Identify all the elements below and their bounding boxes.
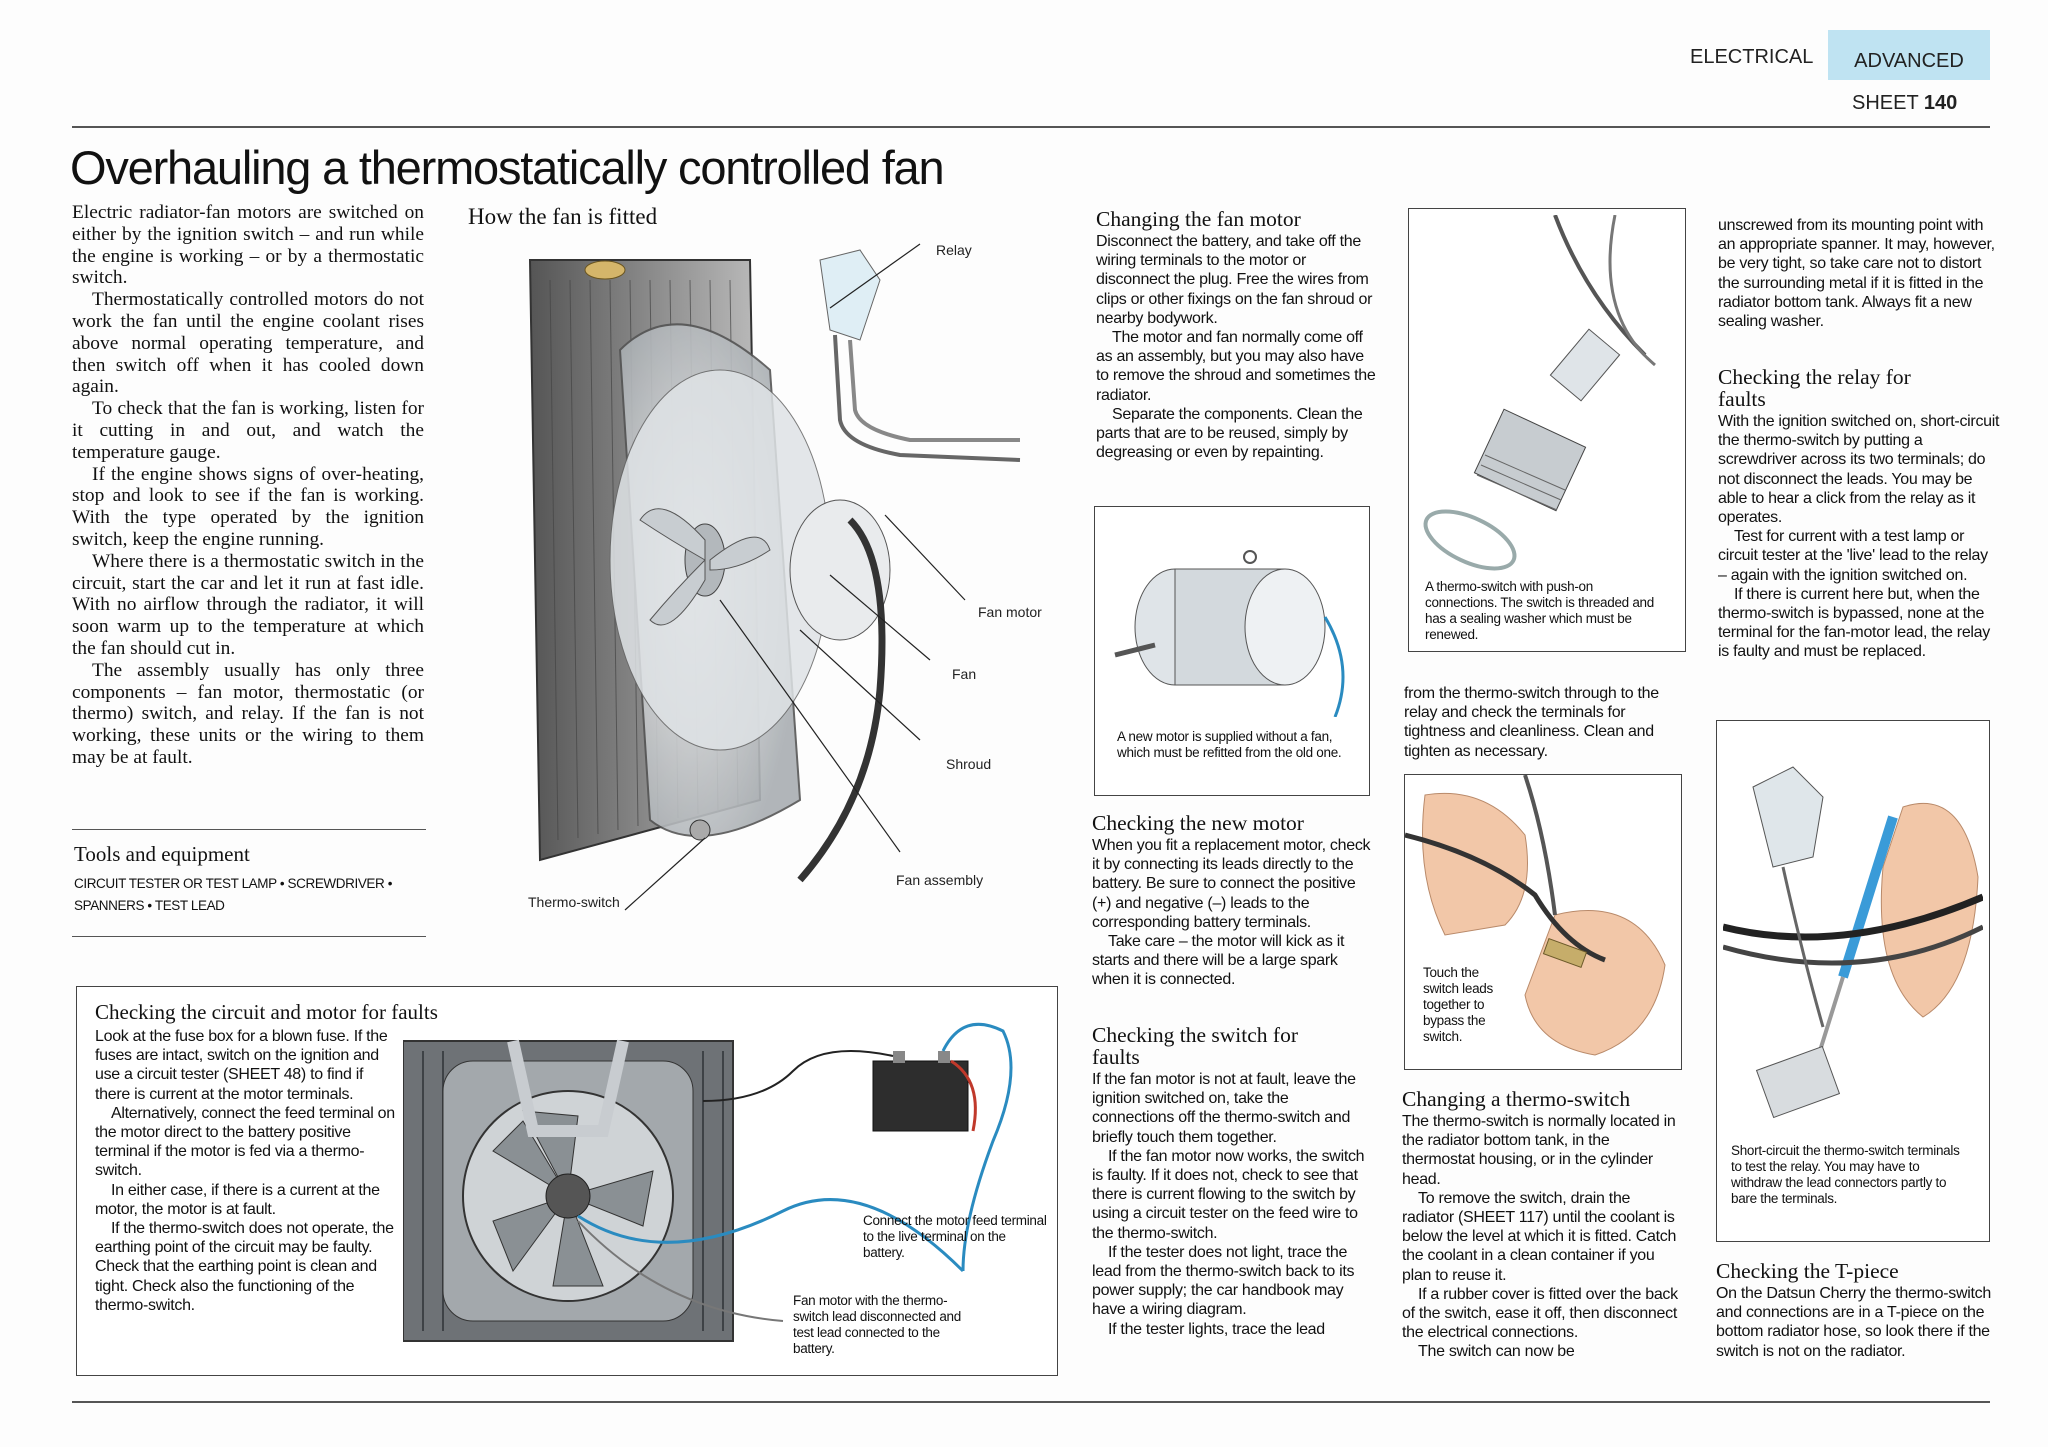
- section-category: ELECTRICAL: [1690, 46, 1814, 68]
- new-motor-figure: [1094, 506, 1370, 796]
- switch-faults-heading: Checking the switch for faults: [1092, 1023, 1298, 1069]
- changing-switch-text: The thermo-switch is normally located in the radiator bottom tank, in the thermostat housing, or in the cylinder head. To remove the switch, drain the radiator (SHEET 117) until the coolant is below the level at which it is fitted. Catch the coolant in a clean container if you plan to reuse it. If a rubber cover is fitted over the back of the switch, ease it off, then disconnect the electrical connections. The switch can now be: [1402, 1113, 1678, 1361]
- changing-motor-heading: Changing the fan motor: [1096, 207, 1301, 231]
- new-motor-text: When you fit a replacement motor, check it by connecting its leads directly to the battery. Be sure to connect the positive (+) and negative (–) leads to the corresponding battery terminals. Take care – the motor will kick as it starts and there will be a large spark when it is connected.: [1092, 837, 1371, 989]
- touch-leads-caption: Touch the switch leads together to bypass the switch.: [1423, 965, 1493, 1044]
- changing-motor-section: [1096, 208, 1376, 462]
- circuit-check-text: Look at the fuse box for a blown fuse. If the fuses are intact, switch on the ignition and use a circuit tester (SHEET 48) to find if there is current at the motor terminals. Alternatively, connect the feed terminal on the motor direct to the battery positive terminal if the motor is fed via a thermo-switch. In either case, if there is a current at the motor, the motor is at fault. If the thermo-switch does not operate, the earthing point of the circuit may be faulty. Check that the earthing point is clean and tight. Check also the functioning of the thermo-switch.: [95, 1028, 395, 1314]
- relay-check-text: With the ignition switched on, short-circuit the thermo-switch by putting a screwdriver across its two terminals; do not disconnect the leads. You may be able to hear a click from the relay as it operates. Test for current with a test lamp or circuit tester at the 'live' lead to the relay – again with the ignition switched on. If there is current here but, when the thermo-switch is bypassed, none at the terminal for the fan-motor lead, the relay is faulty and must be replaced.: [1718, 413, 2000, 661]
- label-fan: Fan: [952, 666, 977, 682]
- label-shroud: Shroud: [946, 756, 992, 772]
- touch-leads-figure: [1404, 774, 1682, 1070]
- changing-switch-continued: unscrewed from its mounting point with an appropriate spanner. It may, however, be very tight, so take care not to distort the surrounding metal if it is fitted in the radiator bottom tank. Always fit a new sealing washer.: [1718, 217, 1995, 331]
- sheet-number: SHEET 140: [1852, 92, 1958, 114]
- relay-test-figure: [1716, 720, 1990, 1242]
- tools-line-2: SPANNERS • TEST LEAD: [74, 898, 225, 913]
- fan-assembly-illustration: [500, 240, 1060, 920]
- label-fan-assembly: Fan assembly: [896, 872, 984, 888]
- thermo-switch-illustration: [1415, 215, 1679, 575]
- new-motor-section: [1092, 812, 1372, 990]
- tools-rule-top: [72, 829, 426, 830]
- fan-diagram-heading: How the fan is fitted: [468, 204, 658, 229]
- label-fan-motor: Fan motor: [978, 604, 1042, 620]
- thermo-switch-caption: A thermo-switch with push-on connections. The switch is threaded and has a sealing washer which must be renewed.: [1425, 579, 1654, 642]
- relay-test-illustration: [1723, 727, 1983, 1127]
- footer-rule: [72, 1401, 1990, 1403]
- page-title: Overhauling a thermostatically controlled fan: [70, 141, 944, 194]
- changing-switch-heading: Changing a thermo-switch: [1402, 1087, 1631, 1111]
- new-motor-heading: Checking the new motor: [1092, 811, 1304, 835]
- level-badge: ADVANCED: [1828, 30, 1990, 80]
- t-piece-text: On the Datsun Cherry the thermo-switch and connections are in a T-piece on the bottom radiator hose, so look there if the switch is not on the radiator.: [1716, 1285, 1991, 1360]
- thermo-switch-figure: [1408, 208, 1686, 652]
- t-piece-heading: Checking the T-piece: [1716, 1259, 1899, 1283]
- t-piece-section: [1716, 1260, 1998, 1361]
- label-thermo-switch: Thermo-switch: [528, 894, 620, 910]
- circuit-check-heading: Checking the circuit and motor for faults: [95, 1000, 438, 1024]
- label-relay: Relay: [936, 242, 972, 258]
- caption-battery: Connect the motor feed terminal to the live terminal on the battery.: [863, 1213, 1047, 1260]
- switch-faults-continued: from the thermo-switch through to the relay and check the terminals for tightness and cleanliness. Clean and tighten as necessary.: [1404, 685, 1659, 760]
- switch-faults-section: [1092, 1024, 1372, 1339]
- circuit-check-panel: [76, 986, 1058, 1376]
- header-rule: [72, 126, 1990, 128]
- intro-text: Electric radiator-fan motors are switched on either by the ignition switch – and run while the engine is working – or by a thermostatic switch. Thermostatically controlled motors do not work the fan until the engine coolant rises above normal operating temperature, and then switch off when it has cooled down again. To check that the fan is working, listen for it cutting in and out, and watch the temperature gauge. If the engine shows signs of over-heating, stop and look to see if the fan is working. With the type operated by the ignition switch, keep the engine running. Where there is a thermostatic switch in the circuit, start the car and let it run at fast idle. With no airflow through the radiator, it will soon warm up to the temperature at which the fan should cut in. The assembly usually has only three components – fan motor, thermostatic (or thermo) switch, and relay. If the fan is not working, these units or the wiring to them may be at fault.: [72, 202, 424, 768]
- fan-motor-illustration: [1105, 517, 1359, 717]
- switch-faults-text: If the fan motor is not at fault, leave the ignition switched on, take the connections off the thermo-switch and briefly touch them together. If the fan motor now works, the switch is faulty. If it does not, check to see that there is current flowing to the switch by using a circuit tester on the feed wire to the thermo-switch. If the tester does not light, trace the lead from the thermo-switch back to its power supply; the car handbook may have a wiring diagram. If the tester lights, trace the lead: [1092, 1071, 1365, 1338]
- relay-check-section: [1718, 366, 2000, 662]
- tools-rule-bottom: [72, 936, 426, 937]
- tools-section: [74, 843, 426, 917]
- relay-test-caption: Short-circuit the thermo-switch terminals to test the relay. You may have to withdraw the lead connectors partly to bare the terminals.: [1731, 1143, 1960, 1206]
- tools-heading: Tools and equipment: [74, 842, 250, 866]
- tools-line-1: CIRCUIT TESTER OR TEST LAMP • SCREWDRIVER •: [74, 876, 393, 891]
- changing-motor-text: Disconnect the battery, and take off the wiring terminals to the motor or disconnect the plug. Free the wires from clips or other fixings on the fan shroud or nearby bodywork. The motor and fan normally come off as an assembly, but you may also have to remove the shroud and sometimes the radiator. Separate the components. Clean the parts that are to be reused, simply by degreasing or even by repainting.: [1096, 233, 1376, 462]
- caption-motor-test: Fan motor with the thermo-switch lead disconnected and test lead connected to the battery.: [793, 1293, 961, 1356]
- changing-switch-section: [1402, 1088, 1684, 1362]
- relay-check-heading: Checking the relay for faults: [1718, 365, 1911, 411]
- new-motor-caption: A new motor is supplied without a fan, which must be refitted from the old one.: [1117, 729, 1342, 760]
